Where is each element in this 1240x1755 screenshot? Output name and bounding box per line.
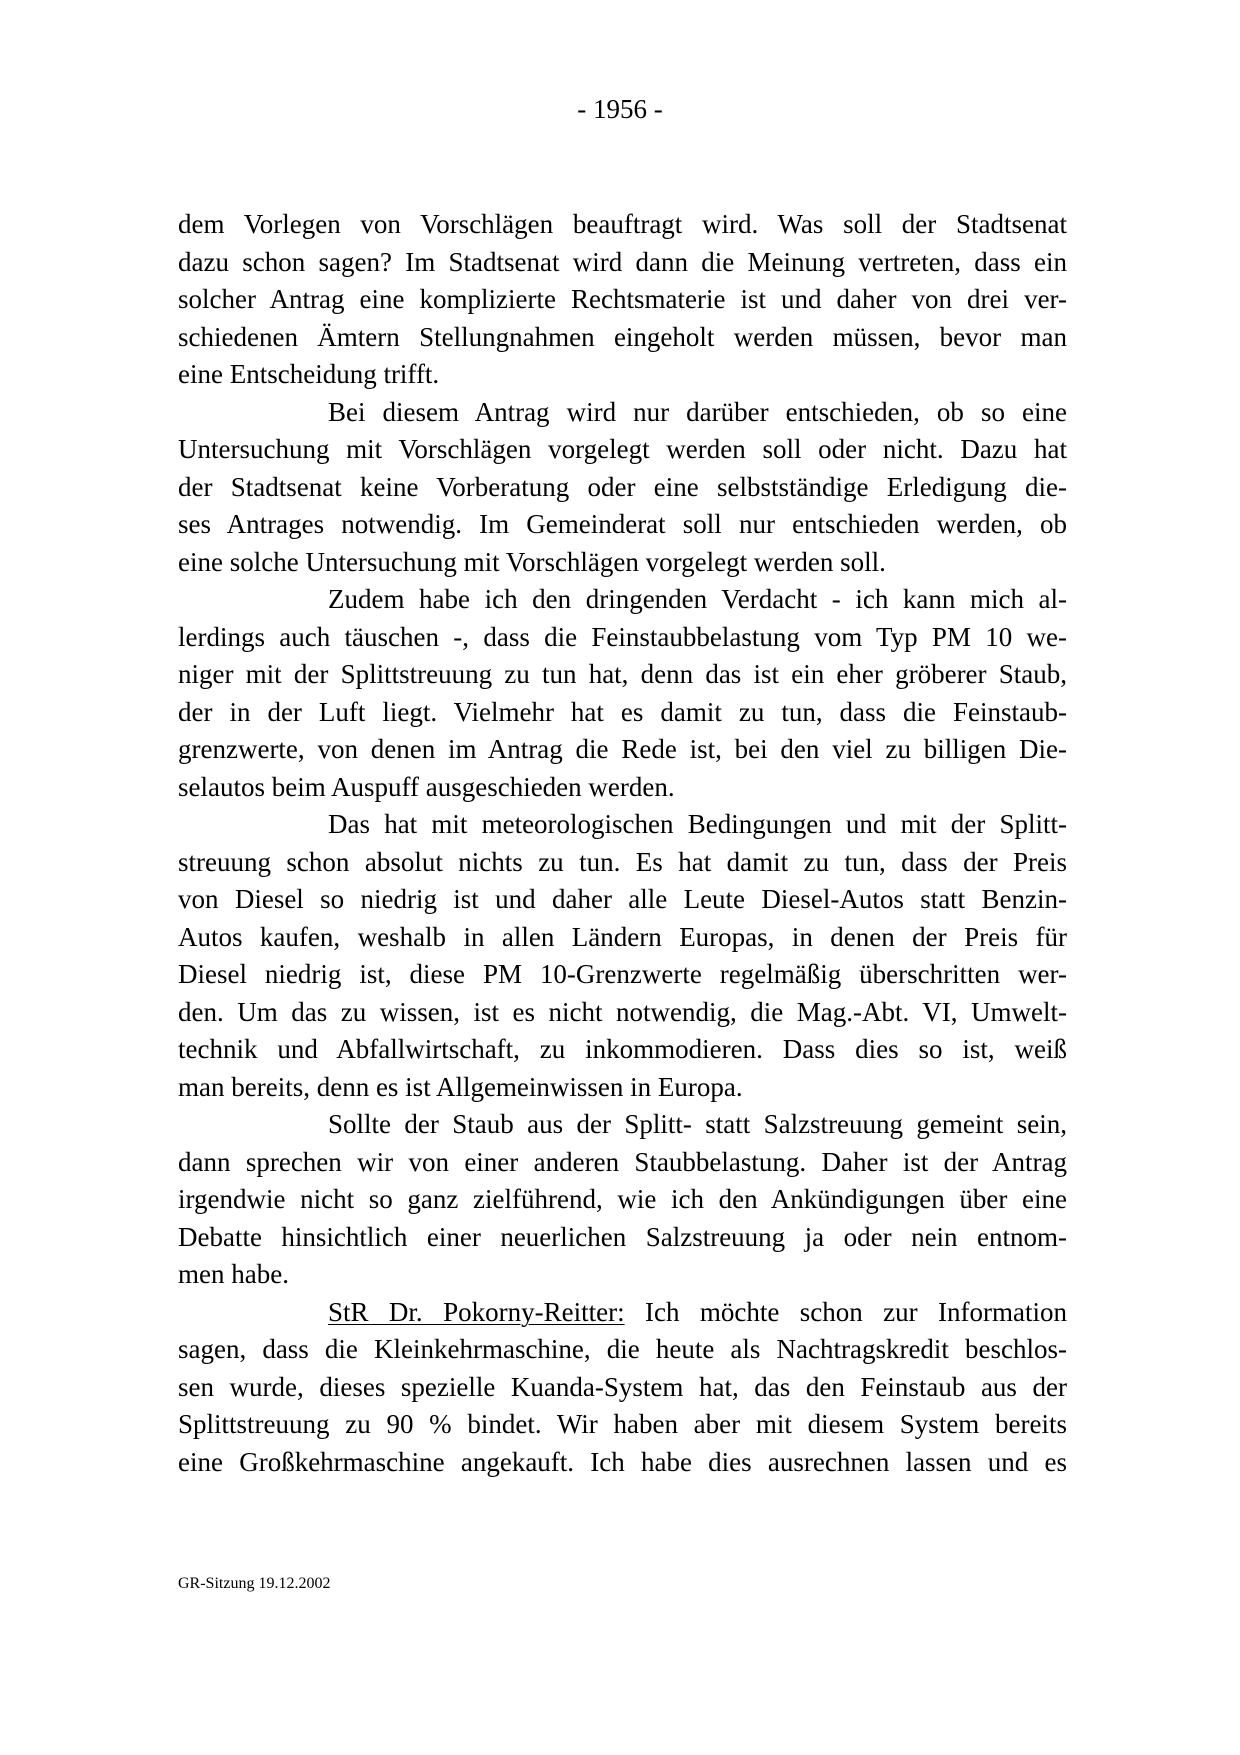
speaker-paragraph	[178, 1331, 1067, 1481]
text-line: eine Entscheidung trifft.	[178, 359, 440, 389]
text-line: sagen, dass die Kleinkehrmaschine, die heute als Nachtragskredit beschlos-	[178, 1334, 1067, 1364]
page-number: - 1956 -	[577, 94, 663, 124]
text-line: der Stadtsenat keine Vorberatung oder eine selbstständige Erledigung die-	[178, 471, 1067, 502]
text-line: Untersuchung mit Vorschlägen vorgelegt werden soll oder nicht. Dazu hat	[178, 434, 1067, 464]
text-line: dann sprechen wir von einer anderen Staubbelastung. Daher ist der Antrag	[178, 1146, 1067, 1177]
text-line: men habe.	[178, 1259, 289, 1289]
text-line: dem Vorlegen von Vorschlägen beauftragt wird. Was soll der Stadtsenat	[178, 209, 1067, 239]
document-body	[178, 206, 1067, 1481]
text-line: solcher Antrag eine komplizierte Rechtsmaterie ist und daher von drei ver-	[178, 284, 1067, 314]
text-line: irgendwie nicht so ganz zielführend, wie ich den Ankündigungen über eine	[178, 1184, 1067, 1214]
text-line: eine solche Untersuchung mit Vorschlägen vorgelegt werden soll.	[178, 546, 886, 577]
text-line: der in der Luft liegt. Vielmehr hat es damit zu tun, dass die Feinstaub-	[178, 696, 1067, 727]
text-line: Sollte der Staub aus der Splitt- statt Salzstreuung gemeint sein,	[328, 1109, 1067, 1139]
text-line: schiedenen Ämtern Stellungnahmen eingeholt werden müssen, bevor man	[178, 321, 1067, 352]
text-line: sen wurde, dieses spezielle Kuanda-System hat, das den Feinstaub aus der	[178, 1371, 1067, 1402]
text-line: Splittstreuung zu 90 % bindet. Wir haben aber mit diesem System bereits	[178, 1409, 1067, 1439]
text-line: grenzwerte, von denen im Antrag die Rede ist, bei den viel zu billigen Die-	[178, 734, 1067, 764]
text-line: Bei diesem Antrag wird nur darüber entschieden, ob so eine	[328, 396, 1067, 427]
text-line: technik und Abfallwirtschaft, zu inkommodieren. Dass dies so ist, weiß	[178, 1034, 1067, 1064]
text-line: ses Antrages notwendig. Im Gemeinderat soll nur entschieden werden, ob	[178, 509, 1067, 539]
speaker-text: Ich möchte schon zur Information	[624, 1296, 1068, 1327]
text-line: Debatte hinsichtlich einer neuerlichen Salzstreuung ja oder nein entnom-	[178, 1221, 1067, 1252]
text-line: den. Um das zu wissen, ist es nicht notwendig, die Mag.-Abt. VI, Umwelt-	[178, 996, 1067, 1027]
footer-session-date: GR-Sitzung 19.12.2002	[178, 1575, 331, 1592]
text-line: dazu schon sagen? Im Stadtsenat wird dann die Meinung vertreten, dass ein	[178, 246, 1067, 277]
text-line: selautos beim Auspuff ausgeschieden werden.	[178, 771, 675, 802]
text-line: streuung schon absolut nichts zu tun. Es hat damit zu tun, dass der Preis	[178, 846, 1067, 877]
text-line: lerdings auch täuschen -, dass die Feinstaubbelastung vom Typ PM 10 we-	[178, 621, 1067, 652]
paragraph-lines	[178, 206, 1067, 1294]
speaker-name: StR Dr. Pokorny-Reitter:	[328, 1296, 625, 1327]
text-line: von Diesel so niedrig ist und daher alle Leute Diesel-Autos statt Benzin-	[178, 884, 1067, 914]
text-line: eine Großkehrmaschine angekauft. Ich habe dies ausrechnen lassen und es	[178, 1446, 1067, 1477]
text-line: man bereits, denn es ist Allgemeinwissen in Europa.	[178, 1071, 743, 1102]
text-line: niger mit der Splittstreuung zu tun hat, denn das ist ein eher gröberer Staub,	[178, 659, 1067, 689]
text-line: Zudem habe ich den dringenden Verdacht - ich kann mich al-	[328, 584, 1067, 614]
speaker-line	[178, 1294, 1067, 1332]
text-line: Das hat mit meteorologischen Bedingungen und mit der Splitt-	[328, 809, 1067, 839]
text-line: Autos kaufen, weshalb in allen Ländern Europas, in denen der Preis für	[178, 921, 1067, 952]
text-line: Diesel niedrig ist, diese PM 10-Grenzwerte regelmäßig überschritten wer-	[178, 959, 1067, 989]
